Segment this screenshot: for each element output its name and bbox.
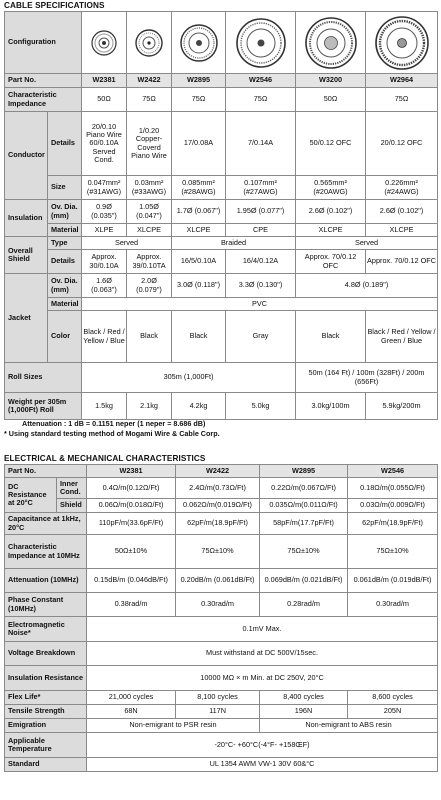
tensile-strength-row	[5, 705, 438, 719]
shield-type-row	[5, 237, 438, 250]
part-number: W2381	[87, 465, 176, 478]
char-impedance-row	[5, 535, 438, 569]
conductor-details: 1/0.20 Copper-Coverd Piano Wire	[127, 112, 172, 176]
voltage-breakdown-row	[5, 642, 438, 666]
attenuation-value: 0.20dB/m (0.061dB/Ft)	[176, 569, 260, 593]
cable-icon-w2895	[172, 12, 226, 74]
jacket-material-label: Material	[48, 298, 82, 311]
dc-inner-value: 2.4Ω/m(0.73Ω/Ft)	[176, 478, 260, 499]
tensile-strength-value: 196N	[260, 705, 348, 719]
roll-sizes-standard: 305m (1,000Ft)	[82, 363, 296, 393]
conductor-size: 0.226mm² (#24AWG)	[366, 176, 438, 200]
dc-inner-row	[5, 478, 438, 499]
jacket-label: Jacket	[5, 274, 48, 363]
tensile-strength-label: Tensile Strength	[5, 705, 87, 719]
elec-part-no-row	[5, 465, 438, 478]
insulation-resistance-row	[5, 666, 438, 691]
insulation-dia: 1.95Ø (0.077")	[226, 200, 296, 224]
part-no-row	[5, 74, 438, 88]
attenuation-row	[5, 569, 438, 593]
jacket-material-row	[5, 298, 438, 311]
cable-icon-w2964	[366, 12, 438, 74]
capacitance-value: 58pF/m(17.7pF/Ft)	[260, 513, 348, 535]
insulation-resistance-value: 10000 MΩ × m Min. at DC 250V, 20°C	[87, 666, 438, 691]
shield-type-braided: Braided	[172, 237, 296, 250]
insulation-dia: 2.6Ø (0.102")	[366, 200, 438, 224]
roll-sizes-optional: 50m (164 Ft) / 100m (328Ft) / 200m (656Ft)	[296, 363, 438, 393]
impedance-value: 75Ω	[127, 88, 172, 112]
conductor-details: 20/0.12 OFC	[366, 112, 438, 176]
dc-inner-value: 0.4Ω/m(0.12Ω/Ft)	[87, 478, 176, 499]
jacket-material: PVC	[82, 298, 438, 311]
jacket-color: Gray	[226, 311, 296, 363]
capacitance-value: 110pF/m(33.6pF/Ft)	[87, 513, 176, 535]
conductor-details-row	[5, 112, 438, 176]
temperature-row	[5, 733, 438, 758]
dc-inner-value: 0.18Ω/m(0.055Ω/Ft)	[348, 478, 438, 499]
jacket-color-row	[5, 311, 438, 363]
roll-sizes-row	[5, 363, 438, 393]
part-number: W2546	[226, 74, 296, 88]
impedance-label: Characteristic Impedance	[5, 88, 82, 112]
capacitance-value: 62pF/m(18.9pF/Ft)	[348, 513, 438, 535]
attenuation-value: 0.061dB/m (0.019dB/Ft)	[348, 569, 438, 593]
phase-constant-label: Phase Constant (10MHz)	[5, 593, 87, 617]
cable-icon-w2381	[82, 12, 127, 74]
flex-life-value: 21,000 cycles	[87, 691, 176, 705]
flex-life-value: 8,100 cycles	[176, 691, 260, 705]
insulation-material: XLCPE	[127, 224, 172, 237]
em-noise-label: Electromagnetic Noise*	[5, 617, 87, 642]
char-impedance-value: 50Ω±10%	[87, 535, 176, 569]
standard-value: UL 1354 AWM VW-1 30V 60&°C	[87, 758, 438, 772]
roll-sizes-label: Roll Sizes	[5, 363, 82, 393]
dc-inner-value: 0.22Ω/m(0.067Ω/Ft)	[260, 478, 348, 499]
weight-value: 4.2kg	[172, 393, 226, 420]
conductor-size: 0.085mm² (#28AWG)	[172, 176, 226, 200]
phase-constant-row	[5, 593, 438, 617]
insulation-material: XLCPE	[172, 224, 226, 237]
flex-life-value: 8,600 cycles	[348, 691, 438, 705]
shield-type-served: Served	[296, 237, 438, 250]
jacket-dia-label: Ov. Dia.(mm)	[48, 274, 82, 298]
flex-life-value: 8,400 cycles	[260, 691, 348, 705]
overall-shield-label: Overall Shield	[5, 237, 48, 274]
jacket-color: Black / Red / Yellow / Blue	[82, 311, 127, 363]
conductor-size: 0.107mm² (#27AWG)	[226, 176, 296, 200]
jacket-dia: 1.6Ø (0.063")	[82, 274, 127, 298]
weight-value: 5.0kg	[226, 393, 296, 420]
configuration-label: Configuration	[5, 12, 82, 74]
jacket-color-label: Color	[48, 311, 82, 363]
voltage-breakdown-value: Must withstand at DC 500V/15sec.	[87, 642, 438, 666]
insulation-resistance-label: Insulation Resistance	[5, 666, 87, 691]
insulation-material: XLPE	[82, 224, 127, 237]
shield-details: Approx. 70/0.12 OFC	[366, 250, 438, 274]
conductor-details: 7/0.14A	[226, 112, 296, 176]
jacket-dia: 3.3Ø (0.130")	[226, 274, 296, 298]
shield-details: Approx. 30/0.10A	[82, 250, 127, 274]
elec-spec-table	[4, 464, 438, 772]
part-number: W2964	[366, 74, 438, 88]
dc-shield-value: 0.03Ω/m(0.009Ω/Ft)	[348, 499, 438, 513]
phase-constant-value: 0.30rad/m	[176, 593, 260, 617]
shield-details: 16/4/0.12A	[226, 250, 296, 274]
testing-method-note: * Using standard testing method of Mogami Wire & Cable Corp.	[4, 429, 220, 438]
shield-details: Approx. 39/0.10TA	[127, 250, 172, 274]
insulation-dia: 0.9Ø (0.035")	[82, 200, 127, 224]
insulation-dia: 1.05Ø (0.047")	[127, 200, 172, 224]
impedance-row	[5, 88, 438, 112]
flex-life-row	[5, 691, 438, 705]
weight-value: 3.0kg/100m	[296, 393, 366, 420]
dc-shield-value: 0.06Ω/m(0.018Ω/Ft)	[87, 499, 176, 513]
conductor-size-row	[5, 176, 438, 200]
insulation-material: XLCPE	[366, 224, 438, 237]
insulation-material-row	[5, 224, 438, 237]
emigration-abs: Non-emigrant to ABS resin	[260, 719, 438, 733]
phase-constant-value: 0.28rad/m	[260, 593, 348, 617]
insulation-material-label: Material	[48, 224, 82, 237]
jacket-color: Black	[172, 311, 226, 363]
cable-icon-w2546	[226, 12, 296, 74]
elec-part-no-label: Part No.	[5, 465, 87, 478]
tensile-strength-value: 117N	[176, 705, 260, 719]
conductor-details: 50/0.12 OFC	[296, 112, 366, 176]
conductor-details: 17/0.08A	[172, 112, 226, 176]
jacket-dia-row	[5, 274, 438, 298]
weight-value: 2.1kg	[127, 393, 172, 420]
shield-type-label: Type	[48, 237, 82, 250]
insulation-material: XLCPE	[296, 224, 366, 237]
inner-cond-label: Inner Cond.	[57, 478, 87, 499]
cable-icon-w2422	[127, 12, 172, 74]
emigration-label: Emigration	[5, 719, 87, 733]
part-no-label: Part No.	[5, 74, 82, 88]
part-number: W2546	[348, 465, 438, 478]
shield-details: Approx. 70/0.12 OFC	[296, 250, 366, 274]
part-number: W2422	[176, 465, 260, 478]
cable-spec-table	[4, 11, 438, 420]
standard-row	[5, 758, 438, 772]
phase-constant-value: 0.38rad/m	[87, 593, 176, 617]
conductor-size: 0.565mm² (#20AWG)	[296, 176, 366, 200]
insulation-dia: 2.6Ø (0.102")	[296, 200, 366, 224]
cable-icon-w3200	[296, 12, 366, 74]
weight-label: Weight per 305m (1,000Ft) Roll	[5, 393, 82, 420]
capacitance-value: 62pF/m(18.9pF/Ft)	[176, 513, 260, 535]
emigration-row	[5, 719, 438, 733]
dc-shield-row	[5, 499, 438, 513]
insulation-material: CPE	[226, 224, 296, 237]
attenuation-label: Attenuation (10MHz)	[5, 569, 87, 593]
insulation-dia: 1.7Ø (0.067")	[172, 200, 226, 224]
weight-row	[5, 393, 438, 420]
attenuation-value: 0.15dB/m (0.046dB/Ft)	[87, 569, 176, 593]
part-number: W2895	[172, 74, 226, 88]
jacket-dia-merged: 4.8Ø (0.189")	[296, 274, 438, 298]
jacket-dia: 3.0Ø (0.118")	[172, 274, 226, 298]
shield-type-served: Served	[82, 237, 172, 250]
impedance-value: 50Ω	[296, 88, 366, 112]
impedance-value: 75Ω	[172, 88, 226, 112]
shield-details: 16/5/0.10A	[172, 250, 226, 274]
shield-label: Shield	[57, 499, 87, 513]
char-impedance-value: 75Ω±10%	[260, 535, 348, 569]
part-number: W2895	[260, 465, 348, 478]
part-number: W3200	[296, 74, 366, 88]
shield-details-row	[5, 250, 438, 274]
insulation-label: Insulation	[5, 200, 48, 237]
cable-spec-title: CABLE SPECIFICATIONS	[4, 1, 105, 10]
impedance-value: 75Ω	[226, 88, 296, 112]
insulation-dia-label: Ov. Dia.(mm)	[48, 200, 82, 224]
char-impedance-value: 75Ω±10%	[176, 535, 260, 569]
jacket-color: Black / Red / Yellow / Green / Blue	[366, 311, 438, 363]
tensile-strength-value: 68N	[87, 705, 176, 719]
dc-shield-value: 0.062Ω/m(0.019Ω/Ft)	[176, 499, 260, 513]
conductor-size: 0.047mm² (#31AWG)	[82, 176, 127, 200]
attenuation-value: 0.069dB/m (0.021dB/Ft)	[260, 569, 348, 593]
part-number: W2422	[127, 74, 172, 88]
conductor-size-label: Size	[48, 176, 82, 200]
jacket-dia: 2.0Ø (0.079")	[127, 274, 172, 298]
char-impedance-value: 75Ω±10%	[348, 535, 438, 569]
emigration-psr: Non-emigrant to PSR resin	[87, 719, 260, 733]
attenuation-note: Attenuation : 1 dB = 0.1151 neper (1 neper = 8.686 dB)	[22, 419, 206, 428]
em-noise-row	[5, 617, 438, 642]
impedance-value: 50Ω	[82, 88, 127, 112]
conductor-details-label: Details	[48, 112, 82, 176]
dc-shield-value: 0.035Ω/m(0.011Ω/Ft)	[260, 499, 348, 513]
shield-details-label: Details	[48, 250, 82, 274]
conductor-details: 20/0.10 Piano Wire 60/0.10A Served Cond.	[82, 112, 127, 176]
impedance-value: 75Ω	[366, 88, 438, 112]
weight-value: 5.9kg/200m	[366, 393, 438, 420]
temperature-value: -20°C- +60°C(-4°F- +158ŒF)	[87, 733, 438, 758]
dc-resistance-label: DC Resistance at 20°C	[5, 478, 57, 513]
voltage-breakdown-label: Voltage Breakdown	[5, 642, 87, 666]
jacket-color: Black	[296, 311, 366, 363]
conductor-size: 0.03mm² (#33AWG)	[127, 176, 172, 200]
phase-constant-value: 0.30rad/m	[348, 593, 438, 617]
char-impedance-label: Characteristic Impedance at 10MHz	[5, 535, 87, 569]
jacket-color: Black	[127, 311, 172, 363]
capacitance-row	[5, 513, 438, 535]
weight-value: 1.5kg	[82, 393, 127, 420]
part-number: W2381	[82, 74, 127, 88]
tensile-strength-value: 205N	[348, 705, 438, 719]
elec-spec-title: ELECTRICAL & MECHANICAL CHARACTERISTICS	[4, 454, 206, 463]
temperature-label: Applicable Temperature	[5, 733, 87, 758]
standard-label: Standard	[5, 758, 87, 772]
flex-life-label: Flex Life*	[5, 691, 87, 705]
conductor-label: Conductor	[5, 112, 48, 200]
configuration-row	[5, 12, 438, 74]
insulation-dia-row	[5, 200, 438, 224]
em-noise-value: 0.1mV Max.	[87, 617, 438, 642]
capacitance-label: Capacitance at 1kHz, 20°C	[5, 513, 87, 535]
